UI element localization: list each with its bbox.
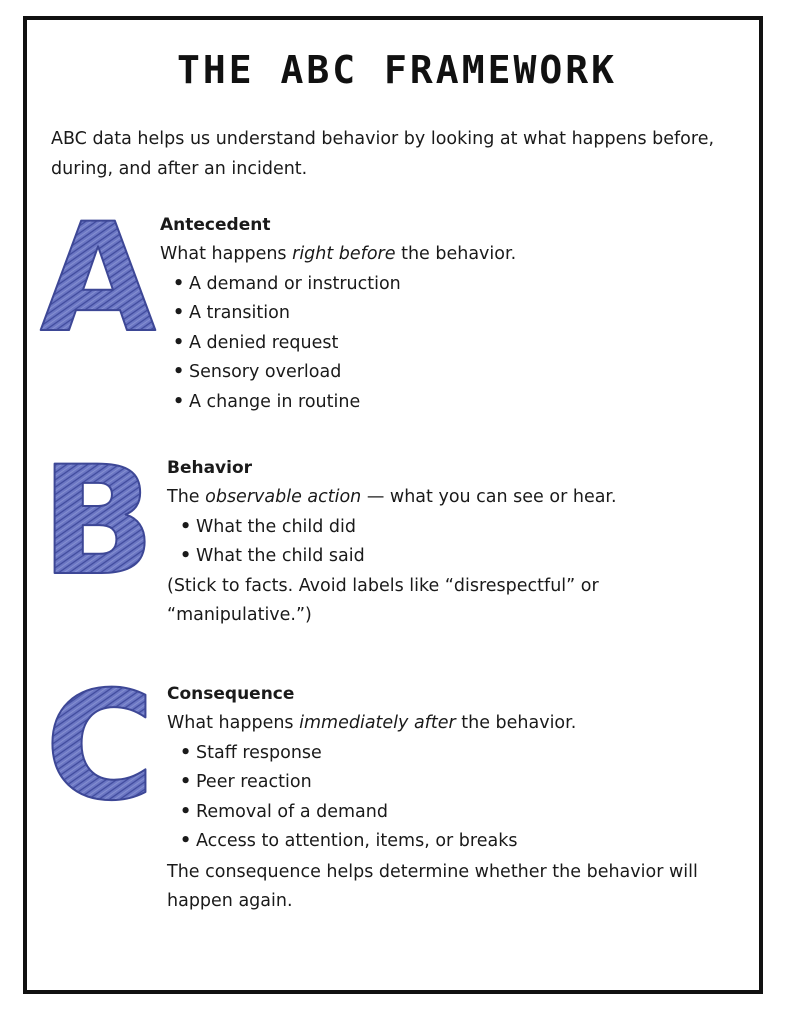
antecedent-section (160, 211, 720, 417)
list-item: • Access to attention, items, or breaks (175, 827, 747, 857)
antecedent-heading: Antecedent (160, 215, 271, 235)
list-item: • Sensory overload (168, 358, 720, 388)
antecedent-list (168, 270, 720, 418)
consequence-list (175, 739, 747, 857)
consequence-heading: Consequence (167, 684, 295, 704)
list-item: • What the child did (175, 513, 727, 543)
antecedent-description: What happens right before the behavior. (160, 244, 517, 264)
behavior-section (167, 454, 727, 631)
list-item: • Peer reaction (175, 768, 747, 798)
letter-c-graphic (44, 660, 158, 834)
page-title: THE ABC FRAMEWORK (177, 48, 617, 92)
list-item: • Staff response (175, 739, 747, 769)
letter-c: C (44, 660, 156, 834)
list-item: • What the child said (175, 542, 727, 572)
intro-paragraph: ABC data helps us understand behavior by looking at what happens before, during, and after an incident. (51, 129, 715, 179)
letter-a-graphic (39, 192, 157, 366)
letter-b-graphic (40, 435, 156, 609)
consequence-closing: The consequence helps determine whether the behavior will happen again. (167, 861, 698, 911)
consequence-section (167, 680, 747, 917)
behavior-heading: Behavior (167, 458, 253, 478)
behavior-note: (Stick to facts. Avoid labels like “disrespectful” or “manipulative.”) (167, 575, 599, 625)
list-item: • A demand or instruction (168, 270, 720, 300)
consequence-description: What happens immediately after the behavior. (167, 713, 577, 733)
behavior-description: The observable action — what you can see or hear. (167, 487, 617, 507)
list-item: • A transition (168, 299, 720, 329)
list-item: • A change in routine (168, 388, 720, 418)
list-item: • Removal of a demand (175, 798, 747, 828)
list-item: • A denied request (168, 329, 720, 359)
letter-b: B (40, 435, 156, 609)
letter-a: A (39, 192, 157, 366)
behavior-list (175, 513, 727, 572)
